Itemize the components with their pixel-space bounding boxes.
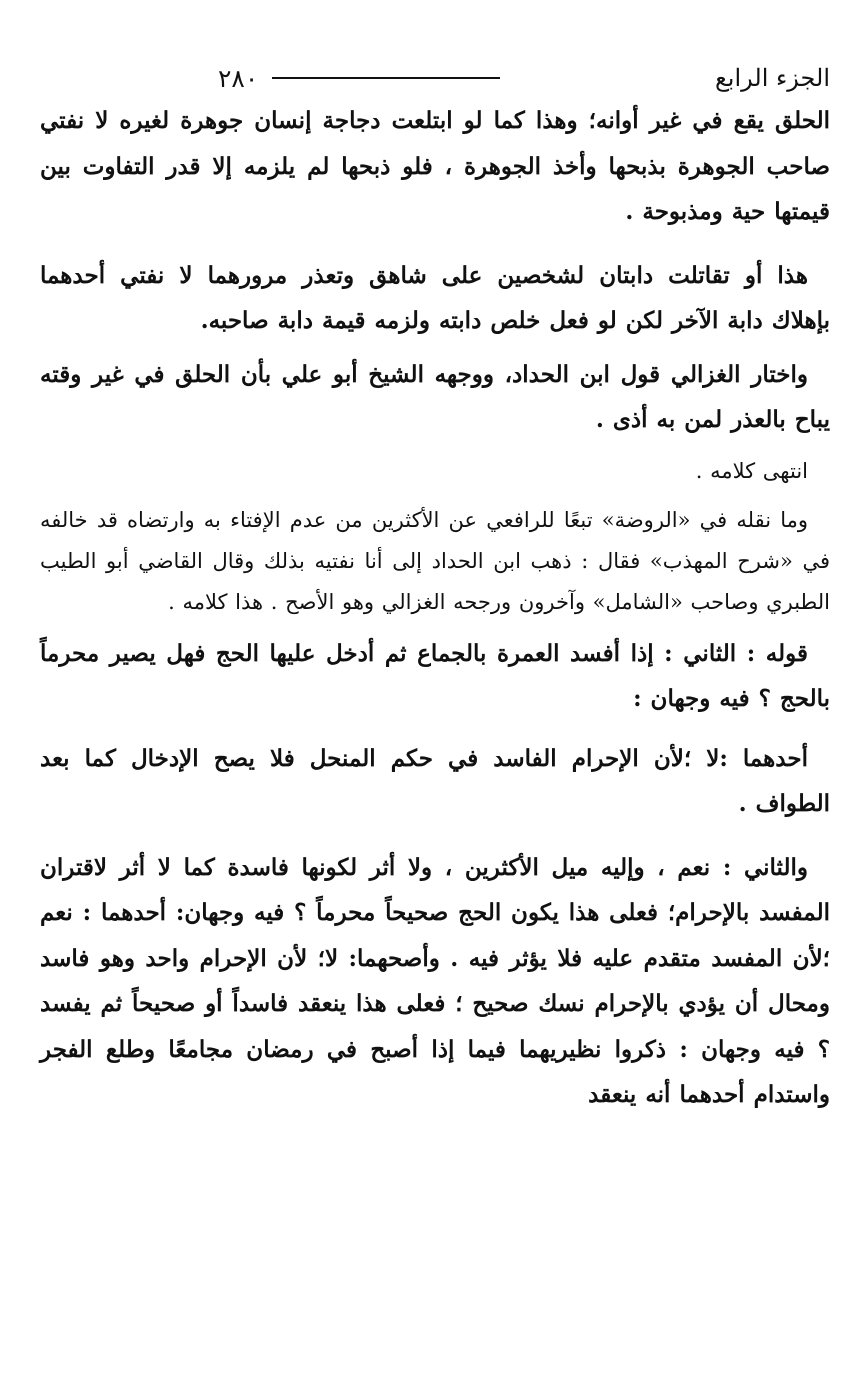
paragraph-second-view: والثاني : نعم ، وإليه ميل الأكثرين ، ولا أثر لكونها فاسدة كما لا أثر لاقتران المفسد بالإحرام؛ فعلى هذا يكون الحج صحيحاً محرماً ؟ فيه وجهان: أحدهما : نعم ؛لأن المفسد متقدم عليه فلا يؤثر فيه . وأصحهما: لا؛ لأن الإحرام واحد وهو فاسد ومحال أن يؤدي بالإحرام نسك صحيح ؛ فعلى هذا ينعقد فاسداً أو صحيحاً ثم يفسد ؟ فيه وجهان : ذكروا نظيريهما فيما إذا أصبح في رمضان مجامعًا وطلع الفجر واستدام أحدهما أنه ينعقد — [40, 853, 830, 1108]
paragraph-ghazali: واختار الغزالي قول ابن الحداد، ووجهه الشيخ أبو علي بأن الحلق في غير وقته يباح بالعذر لمن به أذى . — [40, 360, 830, 433]
paragraph-two-animals: هذا أو تقاتلت دابتان لشخصين على شاهق وتعذر مرورهما لا نفتي أحدهما بإهلاك دابة الآخر لكن لو فعل خلص دابته ولزمه قيمة دابة صاحبه. — [40, 261, 830, 334]
page-number: ٢٨٠ — [218, 63, 259, 93]
paragraph-continuation: الحلق يقع في غير أوانه؛ وهذا كما لو ابتلعت دجاجة إنسان جوهرة لغيره لا نفتي صاحب الجوهرة بذبحها وأخذ الجوهرة ، فلو ذبحها لم يلزمه إلا قدر التفاوت بين قيمتها حية ومذبوحة . — [40, 107, 830, 225]
header-rule — [272, 77, 500, 79]
paragraph-end-of-quote: انتهى كلامه . — [695, 458, 808, 483]
book-page — [40, 58, 830, 1118]
paragraph-rawda: وما نقله في «الروضة» تبعًا للرافعي عن الأكثرين من عدم الإفتاء به وارتضاه قد خالفه في «شرح المهذب» فقال : ذهب ابن الحداد إلى أنا نفتيه بذلك وقال القاضي أبو الطيب الطبري وصاحب «الشامل» وآخرون ورجحه الغزالي وهو الأصح . هذا كلامه . — [40, 507, 830, 614]
paragraph-first-view: أحدهما :لا ؛لأن الإحرام الفاسد في حكم المنحل فلا يصح الإدخال كما بعد الطواف . — [40, 744, 830, 817]
running-header — [40, 58, 830, 98]
paragraph-second-issue: قوله : الثاني : إذا أفسد العمرة بالجماع ثم أدخل عليها الحج فهل يصير محرماً بالحج ؟ فيه وجهان : — [40, 639, 830, 712]
running-title: الجزء الرابع — [715, 64, 830, 92]
